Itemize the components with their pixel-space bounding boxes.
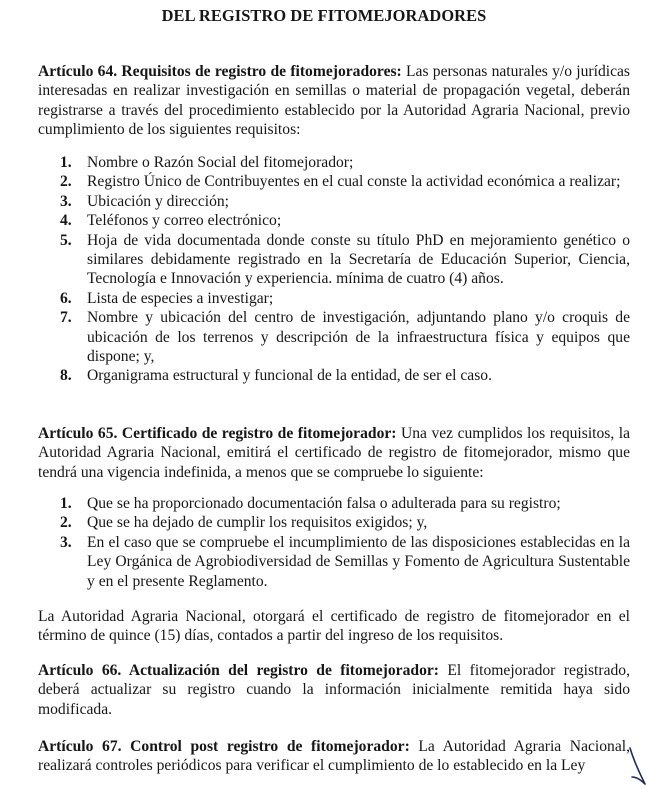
article-64-requirements-list xyxy=(38,153,630,386)
list-item-text: Organigrama estructural y funcional de la entidad, de ser el caso. xyxy=(87,367,492,385)
article-66-heading: Artículo 66. Actualización del registro de fitomejorador: xyxy=(38,662,439,679)
article-67-body: La Autoridad Agraria Nacional, realizará controles periódicos para verificar el cumplimiento de lo establecido en la Ley xyxy=(38,738,630,775)
article-64-heading: Artículo 64. Requisitos de registro de fitomejoradores: xyxy=(38,63,402,80)
article-65-heading: Artículo 65. Certificado de registro de fitomejorador: xyxy=(38,425,397,442)
article-64-body: Las personas naturales y/o jurídicas interesadas en realizar investigación en semillas o material de propagación vegetal, deberán registrarse a través del procedimiento establecido por la Autoridad Agraria Nacional, previo cumplimiento de los siguientes requisitos: xyxy=(38,63,630,139)
list-item xyxy=(38,513,630,532)
list-item xyxy=(38,494,630,513)
list-item-text: En el caso que se compruebe el incumplimiento de las disposiciones establecidas en la Ley Orgánica de Agrobiodiversidad de Semillas y Fomento de Agricultura Sustentable y en el presente Reglamento. xyxy=(87,533,630,590)
list-item-text: Lista de especies a investigar; xyxy=(87,289,274,307)
list-item-text: Nombre y ubicación del centro de investigación, adjuntando plano y/o croquis de ubicación de los terrenos y descripción de la infraestructura física y equipos que dispone; y, xyxy=(87,309,630,366)
list-item xyxy=(38,231,630,289)
article-65-closing-paragraph: La Autoridad Agraria Nacional, otorgará el certificado de registro de fitomejorador en el término de quince (15) días, contados a partir del ingreso de los requisitos. xyxy=(38,608,630,645)
list-item-number: 2. xyxy=(60,514,72,532)
list-item-text: Que se ha dejado de cumplir los requisitos exigidos; y, xyxy=(87,514,428,532)
article-65-body: Una vez cumplidos los requisitos, la Autoridad Agraria Nacional, emitirá el certificado de registro de fitomejorador, mismo que tendrá una vigencia indefinida, a menos que se compruebe lo siguiente: xyxy=(38,425,630,481)
article-65-paragraph xyxy=(38,424,630,482)
list-item-text: Ubicación y dirección; xyxy=(87,192,230,210)
article-67-paragraph xyxy=(38,737,630,776)
list-item-text: Registro Único de Contribuyentes en el cual conste la actividad económica a realizar; xyxy=(87,173,621,191)
list-item-text: Nombre o Razón Social del fitomejorador; xyxy=(87,154,354,171)
list-item-text: Que se ha proporcionado documentación falsa o adulterada para su registro; xyxy=(87,495,561,512)
list-item xyxy=(38,366,630,385)
list-item-number: 4. xyxy=(60,212,72,230)
list-item-number: 7. xyxy=(60,309,72,327)
list-item xyxy=(38,153,630,172)
list-item-number: 1. xyxy=(60,495,72,512)
list-item-number: 1. xyxy=(60,154,72,171)
list-item-number: 3. xyxy=(60,192,72,210)
list-item xyxy=(38,192,630,211)
list-item xyxy=(38,308,630,366)
article-66-paragraph xyxy=(38,661,630,719)
article-67-heading: Artículo 67. Control post registro de fitomejorador: xyxy=(38,738,410,755)
list-item-text: Hoja de vida documentada donde conste su título PhD en mejoramiento genético o similares debidamente registrado en la Secretaría de Educación Superior, Ciencia, Tecnología e Innovación y experiencia. mínima de cuatro (4) años. xyxy=(87,231,630,288)
list-item-number: 6. xyxy=(60,289,72,307)
article-65-conditions-list xyxy=(38,494,630,591)
list-item-number: 2. xyxy=(60,173,72,191)
list-item-text: Teléfonos y correo electrónico; xyxy=(87,212,282,230)
list-item-number: 3. xyxy=(60,533,72,551)
list-item xyxy=(38,289,630,308)
list-item-number: 8. xyxy=(60,367,72,385)
section-title: DEL REGISTRO DE FITOMEJORADORES xyxy=(161,6,487,25)
article-66-body: El fitomejorador registrado, deberá actualizar su registro cuando la información inicialmente remitida haya sido modificada. xyxy=(38,662,630,718)
list-item xyxy=(38,533,630,591)
article-64-paragraph xyxy=(38,62,630,140)
list-item-number: 5. xyxy=(60,231,72,249)
pen-stroke-mark xyxy=(626,746,648,788)
list-item xyxy=(38,211,630,230)
list-item xyxy=(38,172,630,191)
